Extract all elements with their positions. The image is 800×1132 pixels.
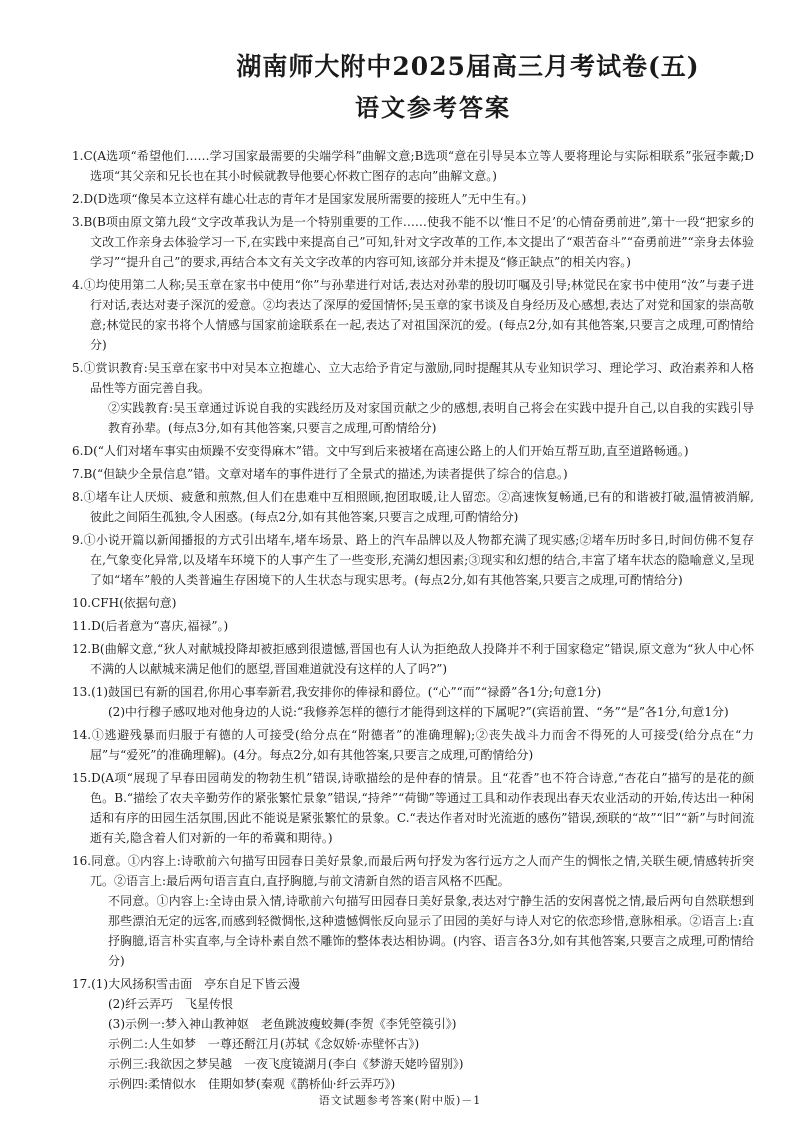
answer-item	[72, 189, 754, 209]
answer-text	[72, 275, 754, 355]
answer-subline: (2)中行穆子感叹地对他身边的人说:“我修养怎样的德行才能得到这样的下属呢?”(宾语前置、“务”“是”各1分,句意1分)	[108, 705, 729, 719]
answer-item	[72, 974, 754, 1094]
answer-body: (1)大风扬积雪击面 亭东自足下皆云漫	[91, 977, 301, 991]
answer-text	[72, 146, 754, 186]
answer-item	[72, 593, 754, 613]
answer-subline: 示例四:柔情似水 佳期如梦(秦观《鹊桥仙·纤云弄巧》)	[108, 1077, 396, 1091]
answer-subline: (2)纤云弄巧 飞星传恨	[108, 997, 233, 1011]
answer-item	[72, 487, 754, 527]
answer-text	[72, 768, 754, 848]
answer-body: ①小说开篇以新闻播报的方式引出堵车,堵车场景、路上的汽车品牌以及人物都充满了现实感;②堵车历时多日,时间仿佛不复存在,气象变化异常,以及堵车环境下的人事产生了一些变形,充满幻想因素;③现实和幻想的结合,丰富了堵车状态的隐喻意义,呈现了如“堵车”般的人类普遍生存困境下的人生状态与现实思考。(每点2分,如有其他答案,只要言之成理,可酌情给分)	[83, 533, 754, 587]
answer-subline: ②实践教育:吴玉章通过诉说自我的实践经历及对家国贡献之少的感想,表明自己将会在实践中提升自己,以自我的实践引导教育孙辈。(每点3分,如有其他答案,只要言之成理,可酌情给分)	[108, 401, 754, 435]
answer-body: ①逃避残暴而归服于有德的人可接受(给分点在“附德者”的准确理解);②丧失战斗力而舍不得死的人可接受(给分点在“力屈”与“爱死”的准确理解)。(4分。每点2分,如有其他答案,只要言之成理,可酌情给分)	[90, 728, 754, 762]
answer-list	[72, 146, 754, 1094]
answer-number: 10.	[72, 596, 92, 610]
answer-item	[72, 146, 754, 186]
answer-subline: (3)示例一:梦入神山教神妪 老鱼跳波瘦蛟舞(李贺《李凭箜篌引》)	[108, 1017, 457, 1031]
answer-item	[72, 464, 754, 484]
answer-text	[72, 212, 754, 272]
answer-body: D(“人们对堵车事实由烦躁不安变得麻木”错。文中写到后来被堵在高速公路上的人们开始互帮互助,直至道路畅通。)	[83, 444, 689, 458]
answer-number: 15.	[72, 771, 92, 785]
answer-body: (1)鼓国已有新的国君,你用心事奉新君,我安排你的俸禄和爵位。(“心”“而”“禄爵”各1分;句意1分)	[91, 685, 602, 699]
answer-text	[72, 725, 754, 765]
answer-body: CFH(依据句意)	[91, 596, 177, 610]
answer-body: ①均使用第二人称;吴玉章在家书中使用“你”与孙辈进行对话,表达对孙辈的殷切叮嘱及引导;林觉民在家书中使用“汝”与妻子进行对话,表达对妻子深沉的爱意。②均表达了深厚的爱国情怀;吴玉章的家书谈及自身经历及心感想,表达了对党和国家的崇高敬意;林觉民的家书将个人情感与国家前途联系在一起,表达了对祖国深沉的爱。(每点2分,如有其他答案,只要言之成理,可酌情给分)	[83, 278, 754, 352]
answer-text	[72, 974, 754, 994]
answer-number: 5.	[72, 361, 84, 375]
answer-item	[72, 358, 754, 438]
answer-item	[72, 682, 754, 722]
answer-number: 14.	[72, 728, 92, 742]
answer-body: C(A选项“希望他们……学习国家最需要的尖端学科”曲解文意;B选项“意在引导吴本立等人要将理论与实际相联系”张冠李戴;D选项“其父亲和兄长也在其小时候就教导他要心怀救亡图存的志向”曲解文意。)	[83, 149, 754, 183]
answer-number: 11.	[72, 619, 92, 633]
answer-number: 8.	[72, 490, 84, 504]
answer-text	[72, 530, 754, 590]
answer-text	[72, 616, 754, 636]
answer-number: 1.	[72, 149, 84, 163]
answer-number: 3.	[72, 215, 84, 229]
answer-subline: 不同意。①内容上:全诗由景入情,诗歌前六句描写田园春日美好景象,表达对宁静生活的安闲喜悦之情,最后两句自然联想到那些漂泊无定的远客,而感到轻微惆怅,这种遗憾惆怅反向显示了田园的美好与诗人对它的依恋珍惜,意脉相承。②语言上:直抒胸臆,语言朴实直率,与全诗朴素自然不雕饰的整体表达相协调。(内容、语言各3分,如有其他答案,只要言之成理,可酌情给分)	[108, 894, 754, 968]
answer-text	[72, 487, 754, 527]
answer-number: 6.	[72, 444, 84, 458]
answer-body: ①赏识教育:吴玉章在家书中对吴本立抱雄心、立大志给予肯定与激励,同时提醒其从专业知识学习、理论学习、政治素养和人格品性等方面完善自我。	[83, 361, 754, 395]
answer-subline: 示例二:人生如梦 一尊还酹江月(苏轼《念奴娇·赤壁怀古》)	[108, 1037, 420, 1051]
answer-text	[72, 639, 754, 679]
answer-item	[72, 441, 754, 461]
answer-number: 9.	[72, 533, 84, 547]
answer-item	[72, 275, 754, 355]
answer-body: B(曲解文意,“狄人对献城投降却被拒感到很遗憾,晋国也有人认为拒绝敌人投降并不利于国家稳定”错误,原文意为“狄人中心怀不满的人以献城来满足他们的愿望,晋国难道就没有这样的人了吗?”)	[90, 642, 754, 676]
answer-body: D(D选项“像吴本立这样有雄心壮志的青年才是国家发展所需要的接班人”无中生有。)	[83, 192, 527, 206]
answer-item	[72, 725, 754, 765]
answer-item	[72, 212, 754, 272]
answer-body: D(A项“展现了早春田园萌发的物勃生机”错误,诗歌描绘的是仲春的情景。且“花香”也不符合诗意,“杏花白”描写的是花的颜色。B.“描绘了农夫辛勤劳作的紧张繁忙景象”错误,“持斧”“荷锄”等通过工具和动作表现出春天农业活动的开始,传达出一种闲适和有序的田园生活氛围,因此不能说是紧张繁忙的景象。C.“表达作者对时光流逝的感伤”错误,颈联的“故”“旧”“新”与时间流逝有关,隐含着人们对新的一年的希冀和期待。)	[90, 771, 754, 845]
answer-text	[72, 464, 754, 484]
answer-text	[72, 189, 754, 209]
answer-number: 13.	[72, 685, 92, 699]
answer-number: 2.	[72, 192, 84, 206]
answer-number: 12.	[72, 642, 92, 656]
page-footer: 语文试题参考答案(附中版)－1	[318, 1094, 482, 1107]
answer-number: 4.	[72, 278, 84, 292]
answer-text	[72, 358, 754, 398]
answer-number: 17.	[72, 977, 92, 991]
answer-body: B(B项由原文第九段“文字改革我认为是一个特别重要的工作……使我不能不以‘惟日不足’的心情奋勇前进”,第十一段“把家乡的文改工作亲身去体验学习一下,在实践中来提高自己”可知,针对文字改革的工作,本文提出了“艰苦奋斗”“奋勇前进”“亲身去体验学习”“提升自己”的要求,再结合本文有关文字改革的内容可知,该部分并未提及“修正缺点”的相关内容。)	[83, 215, 754, 269]
page-title: 湖南师大附中2025届高三月考试卷(五)	[236, 52, 700, 81]
answer-number: 16.	[72, 854, 92, 868]
answer-text	[72, 593, 754, 613]
answer-item	[72, 851, 754, 971]
answer-body: B(“但缺少全景信息”错。文章对堵车的事件进行了全景式的描述,为读者提供了综合的信息。)	[83, 467, 568, 481]
answer-item	[72, 616, 754, 636]
answer-body: D(后者意为“喜庆,福禄”。)	[91, 619, 229, 633]
answer-text	[72, 682, 754, 702]
answer-number: 7.	[72, 467, 84, 481]
answer-body: ①堵车让人厌烦、疲惫和煎熬,但人们在患难中互相照顾,抱团取暖,让人留恋。②高速恢复畅通,已有的和谐被打破,温情被消解,彼此之间陌生孤独,令人困惑。(每点2分,如有其他答案,只要言之成理,可酌情给分)	[83, 490, 754, 524]
answer-text	[72, 851, 754, 891]
answer-item	[72, 639, 754, 679]
answer-item	[72, 768, 754, 848]
answer-text	[72, 441, 754, 461]
answer-item	[72, 530, 754, 590]
answer-body: 同意。①内容上:诗歌前六句描写田园春日美好景象,而最后两句抒发为客行远方之人而产生的惆怅之情,关联生硬,情感转折突兀。②语言上:最后两句语言直白,直抒胸臆,与前文清新自然的语言风格不匹配。	[90, 854, 754, 888]
answer-subline: 示例三:我欲因之梦吴越 一夜飞度镜湖月(李白《梦游天姥吟留别》)	[108, 1057, 464, 1071]
page-subtitle: 语文参考答案	[355, 93, 511, 122]
